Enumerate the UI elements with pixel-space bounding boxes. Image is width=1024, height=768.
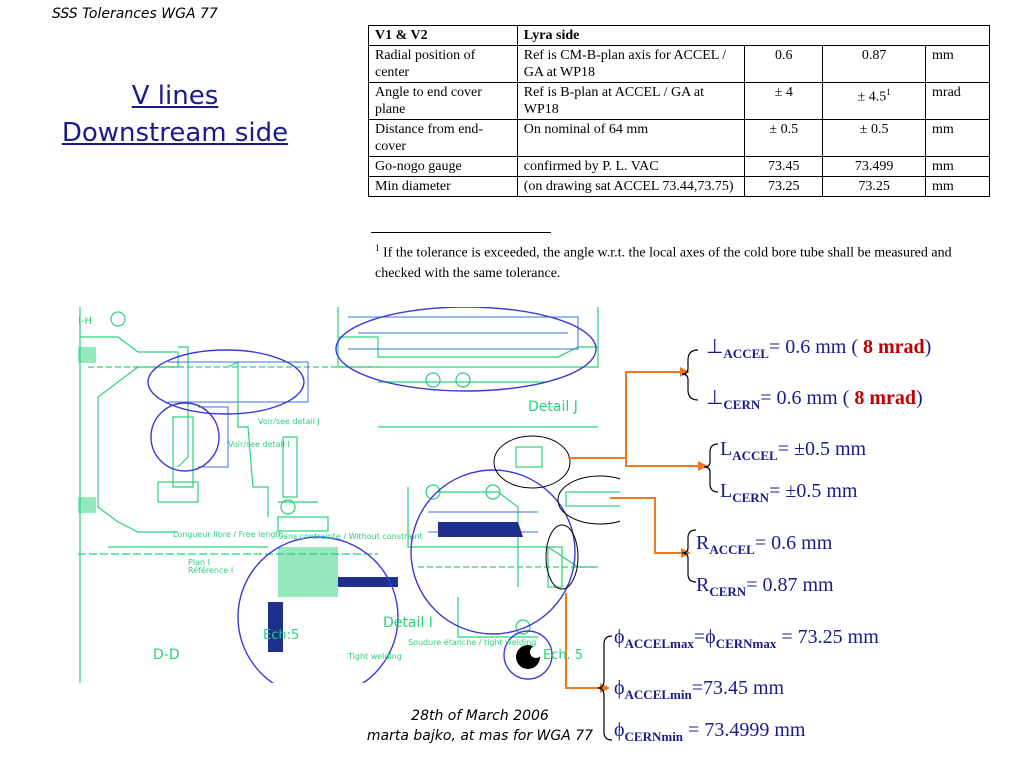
header-text: SSS Tolerances WGA 77 bbox=[52, 6, 218, 22]
title-line-1: V lines bbox=[131, 81, 219, 111]
red-value: 8 mrad bbox=[863, 336, 925, 358]
ref-cell: (on drawing sat ACCEL 73.44,73.75) bbox=[517, 177, 745, 197]
value: = 73.25 mm bbox=[776, 626, 879, 648]
ref-cell: On nominal of 64 mm bbox=[517, 120, 745, 157]
formula-r-accel bbox=[696, 532, 832, 558]
unit-cell: mm bbox=[926, 120, 990, 157]
subscript: CERN bbox=[723, 397, 761, 412]
symbol: ⊥ bbox=[706, 387, 724, 409]
symbol: ⊥ bbox=[706, 336, 724, 358]
symbol: R bbox=[696, 532, 710, 554]
formula-phi-cern-min bbox=[614, 719, 805, 745]
subscript: ACCELmin bbox=[624, 687, 692, 702]
param-cell: Angle to end cover plane bbox=[369, 83, 518, 120]
value2-cell: 73.499 bbox=[823, 157, 926, 177]
footnote-ref: 1 bbox=[886, 87, 891, 97]
value2-cell: 0.87 bbox=[823, 46, 926, 83]
subscript: CERN bbox=[732, 490, 770, 505]
subscript: CERN bbox=[709, 584, 747, 599]
footer-author: marta bajko, at mas for WGA 77 bbox=[366, 728, 594, 744]
equals-symbol: =ϕ bbox=[693, 626, 716, 648]
drawing-label: Soudure étanche / tight welding bbox=[408, 638, 537, 647]
subscript: ACCEL bbox=[709, 542, 755, 557]
value: = 0.87 mm bbox=[746, 574, 834, 596]
formula-phi-max bbox=[614, 626, 879, 652]
value: =73.45 mm bbox=[691, 677, 785, 699]
drawing-label: Detail J bbox=[528, 399, 578, 415]
title-line-2: Downstream side bbox=[61, 118, 289, 148]
symbol: ϕ bbox=[614, 719, 625, 741]
close-paren: ) bbox=[924, 336, 932, 358]
ref-cell: confirmed by P. L. VAC bbox=[517, 157, 745, 177]
unit-cell: mrad bbox=[926, 83, 990, 120]
subscript: ACCEL bbox=[723, 346, 769, 361]
value2-text: ± 4.5 bbox=[857, 89, 887, 105]
formula-l-cern bbox=[720, 480, 857, 506]
subscript: ACCELmax bbox=[624, 636, 694, 651]
value: = ±0.5 mm bbox=[769, 480, 858, 502]
ref-cell: Ref is B-plan at ACCEL / GA at WP18 bbox=[517, 83, 745, 120]
ref-cell: Ref is CM-B-plan axis for ACCEL / GA at WP18 bbox=[517, 46, 745, 83]
footnote-text: If the tolerance is exceeded, the angle w.r.t. the local axes of the cold bore tube shall be measured and checked with the same tolerance. bbox=[375, 245, 952, 281]
subscript-2: CERNmax bbox=[715, 636, 777, 651]
unit-cell: mm bbox=[926, 46, 990, 83]
value1-cell: 73.25 bbox=[745, 177, 823, 197]
footnote-mark: 1 bbox=[375, 243, 380, 253]
header-cell-lyra: Lyra side bbox=[517, 26, 989, 46]
value: = 0.6 mm ( bbox=[760, 387, 855, 409]
formula-perp-accel bbox=[706, 334, 931, 362]
drawing-label: Sans contrainte / Without constraint bbox=[278, 532, 423, 541]
symbol: ϕ bbox=[614, 626, 625, 648]
value1-cell: 73.45 bbox=[745, 157, 823, 177]
drawing-label: Voir/see detail I bbox=[228, 440, 290, 449]
value: = 0.6 mm bbox=[754, 532, 833, 554]
formula-l-accel bbox=[720, 438, 866, 464]
param-cell: Radial position of center bbox=[369, 46, 518, 83]
subscript: CERNmin bbox=[624, 729, 684, 744]
formula-r-cern bbox=[696, 574, 834, 600]
drawing-label: Ech:5 bbox=[263, 628, 300, 643]
unit-cell: mm bbox=[926, 177, 990, 197]
value2-cell: ± 0.5 bbox=[823, 120, 926, 157]
footer bbox=[330, 706, 630, 746]
drawing-label: Detail I bbox=[383, 615, 433, 631]
value1-cell: ± 4 bbox=[745, 83, 823, 120]
red-value: 8 mrad bbox=[854, 387, 916, 409]
drawing-label: Référence I bbox=[188, 566, 234, 575]
value1-cell: ± 0.5 bbox=[745, 120, 823, 157]
drawing-label: Longueur libre / Free length bbox=[173, 530, 284, 539]
drawing-label: Ech. 5 bbox=[543, 648, 584, 663]
subscript: ACCEL bbox=[732, 448, 778, 463]
value2-cell: 73.25 bbox=[823, 177, 926, 197]
value1-cell: 0.6 bbox=[745, 46, 823, 83]
drawing-label: Voir/see detail J bbox=[258, 417, 320, 426]
drawing-label: D-D bbox=[153, 647, 180, 663]
symbol: L bbox=[720, 480, 733, 502]
symbol: ϕ bbox=[614, 677, 625, 699]
formula-phi-accel-min bbox=[614, 677, 784, 703]
drawing-label: I-H bbox=[78, 316, 93, 327]
unit-cell: mm bbox=[926, 157, 990, 177]
formula-perp-cern bbox=[706, 385, 923, 413]
close-paren: ) bbox=[916, 387, 923, 409]
param-cell: Go-nogo gauge bbox=[369, 157, 518, 177]
drawing-label: Tight welding bbox=[348, 652, 402, 661]
footer-date: 28th of March 2006 bbox=[411, 708, 549, 724]
param-cell: Distance from end-cover bbox=[369, 120, 518, 157]
drawing-label: Plan I bbox=[188, 558, 210, 567]
value: = 73.4999 mm bbox=[683, 719, 806, 741]
param-cell: Min diameter bbox=[369, 177, 518, 197]
symbol: L bbox=[720, 438, 733, 460]
value: = ±0.5 mm bbox=[777, 438, 867, 460]
header-cell-v1v2: V1 & V2 bbox=[369, 26, 518, 46]
symbol: R bbox=[696, 574, 710, 596]
value: = 0.6 mm ( bbox=[768, 336, 863, 358]
